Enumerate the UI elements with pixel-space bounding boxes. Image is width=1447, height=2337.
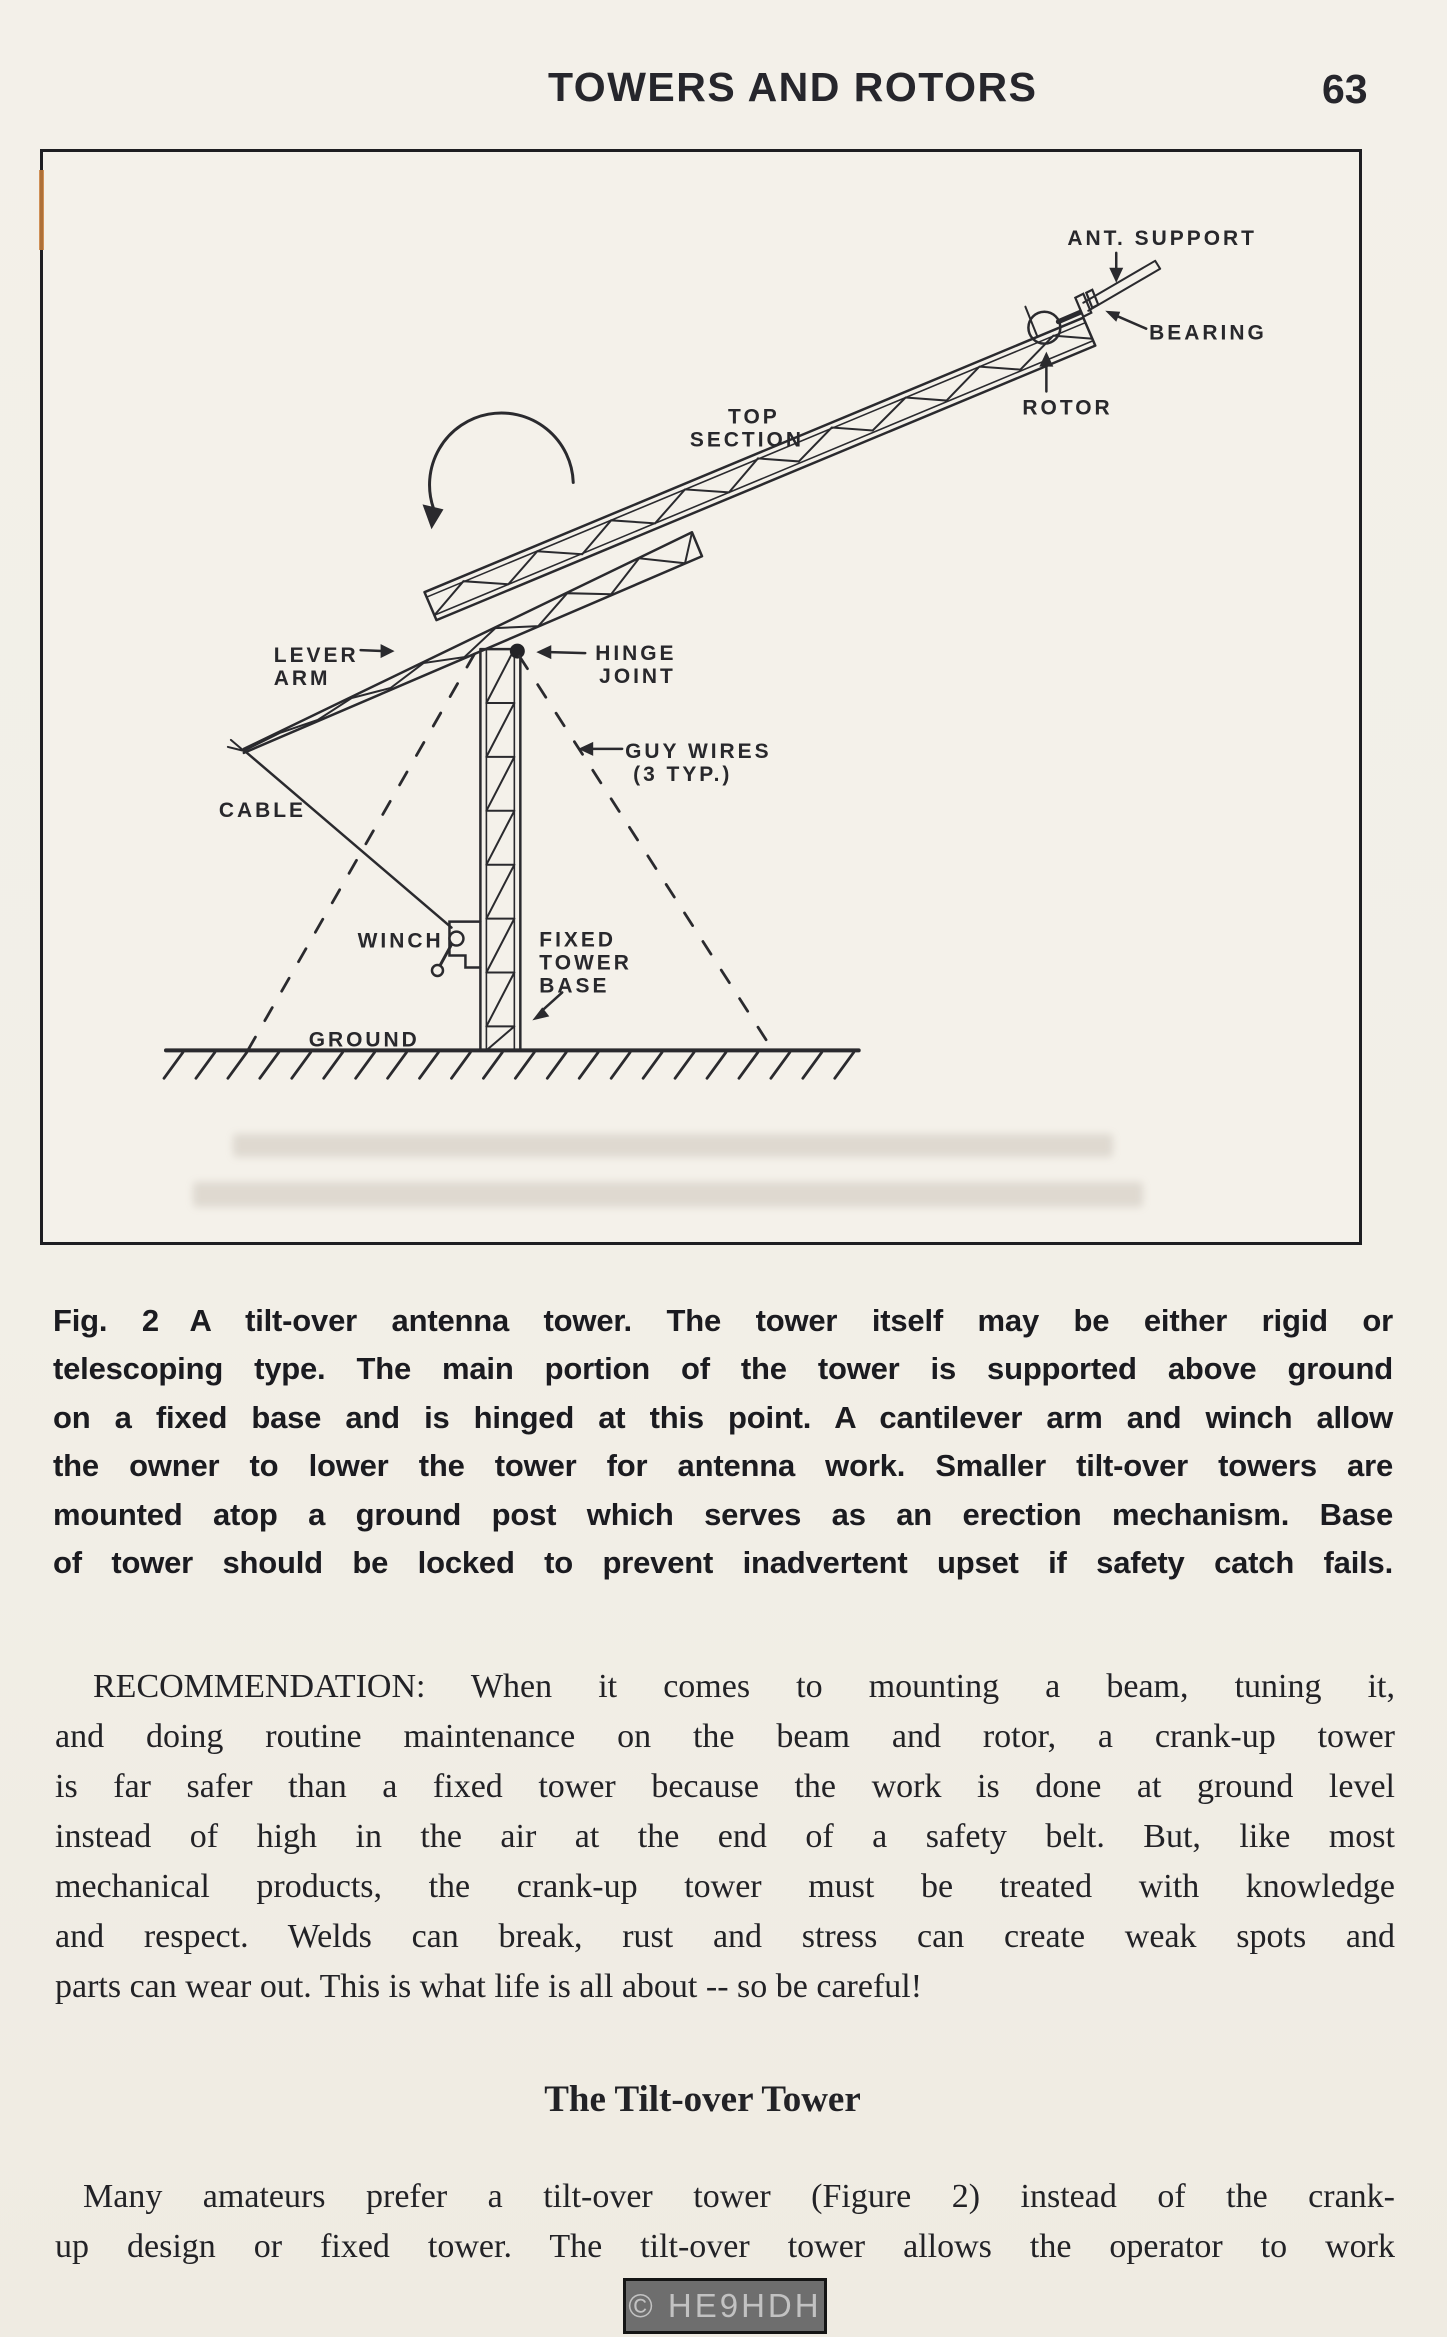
caption-line: of tower should be locked to prevent inadvertent upset if safety catch fails. (53, 1545, 1393, 1581)
tilt-over-paragraph (55, 2172, 1395, 2272)
section-heading: The Tilt-over Tower (544, 2079, 861, 2120)
diagram-labels (219, 227, 1267, 1052)
page-number: 63 (1322, 66, 1368, 112)
caption-line: mounted atop a ground post which serves as an erection mechanism. Base (53, 1496, 1393, 1532)
body-line: is far safer than a fixed tower because the work is done at ground level (55, 1768, 1395, 1805)
fixed-tower-base-label: BASE (539, 974, 610, 998)
hinge-joint-label: JOINT (599, 665, 676, 689)
body-line: and respect. Welds can break, rust and stress can create weak spots and (55, 1918, 1395, 1955)
figure-caption (53, 1297, 1393, 1587)
body-line: Many amateurs prefer a tilt-over tower (Figure 2) instead of the crank- (83, 2178, 1395, 2215)
tilt-rotation-arrow (423, 413, 574, 529)
bearing-label: BEARING (1149, 321, 1267, 345)
ant-support-label: ANT. SUPPORT (1067, 226, 1257, 250)
ground-label: GROUND (308, 1028, 420, 1052)
top-section-label: SECTION (689, 428, 804, 452)
watermark-text: © HE9HDH (628, 2287, 822, 2324)
cable-label: CABLE (218, 798, 307, 822)
top-section-truss (425, 318, 1096, 620)
body-line: mechanical products, the crank-up tower must be treated with knowledge (55, 1868, 1395, 1905)
lever-arm-label: ARM (273, 667, 331, 691)
guy-wires-label: GUY WIRES (625, 739, 772, 763)
lever-arm-label: LEVER (273, 644, 359, 668)
hinge-joint-label: HINGE (595, 642, 677, 666)
fixed-tower-base-label: FIXED (539, 928, 616, 952)
body-line: RECOMMENDATION: When it comes to mounting a beam, tuning it, (93, 1668, 1395, 1705)
scan-artifact (39, 170, 44, 250)
hinge-joint-dot (510, 644, 525, 659)
guy-wire-left (248, 654, 475, 1050)
body-line: and doing routine maintenance on the beam and rotor, a crank-up tower (55, 1718, 1395, 1755)
bleed-through-text (193, 1182, 1143, 1207)
fixed-tower-base-label: TOWER (539, 951, 632, 975)
figure-2-diagram (40, 149, 1362, 1245)
winch-cable (246, 752, 452, 928)
top-section-label: TOP (728, 405, 780, 429)
tilt-over-tower-drawing (43, 152, 1359, 1242)
rotor-assembly (1025, 261, 1160, 344)
copyright-watermark (623, 2278, 827, 2334)
page-title: TOWERS AND ROTORS (548, 64, 1038, 110)
guy-wires-label: (3 TYP.) (633, 762, 733, 786)
ground-hatching (164, 1052, 854, 1078)
body-line: instead of high in the air at the end of a safety belt. But, like most (55, 1818, 1395, 1855)
recommendation-paragraph (55, 1662, 1395, 2012)
rotor-label: ROTOR (1022, 396, 1113, 420)
winch-label: WINCH (357, 929, 444, 953)
bleed-through-text (233, 1134, 1113, 1157)
caption-line: Fig. 2 A tilt-over antenna tower. The tower itself may be either rigid or (53, 1303, 1393, 1338)
body-line: up design or fixed tower. The tilt-over tower allows the operator to work (55, 2228, 1395, 2265)
caption-line: the owner to lower the tower for antenna work. Smaller tilt-over towers are (53, 1448, 1393, 1484)
caption-line: on a fixed base and is hinged at this point. A cantilever arm and winch allow (53, 1399, 1393, 1435)
fixed-tower-mast (480, 649, 520, 1050)
body-line: parts can wear out. This is what life is all about -- so be careful! (55, 1968, 923, 2005)
caption-line: telescoping type. The main portion of the tower is supported above ground (53, 1351, 1393, 1387)
